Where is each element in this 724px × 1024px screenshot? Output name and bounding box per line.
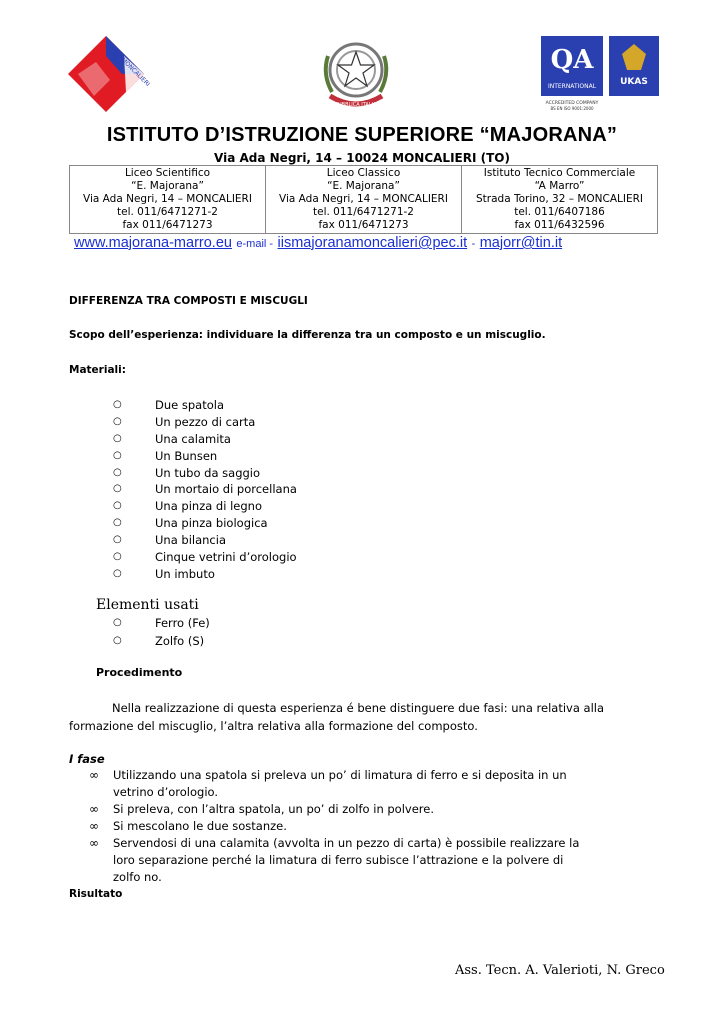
school-line: “E. Majorana” — [327, 180, 400, 192]
list-item: ∞ Servendosi di una calamita (avvolta in un pezzo di carta) è possibile realizzare la loro separazione perché la limatura di ferro subisce l’attrazione e la polvere di zolfo no. — [89, 836, 580, 884]
school-line: Liceo Classico — [326, 167, 401, 179]
email-tin-link[interactable]: majorr@tin.it — [479, 235, 563, 251]
circle-bullet-icon: ○ — [113, 534, 122, 546]
contact-links — [74, 234, 674, 252]
school-line: Via Ada Negri, 14 – MONCALIERI — [279, 193, 448, 205]
phase-steps-list — [0, 767, 724, 886]
logo-right-qa-text: QA — [550, 45, 594, 75]
result-label: Risultato — [69, 888, 123, 900]
table-row — [70, 166, 658, 234]
school-line: tel. 011/6471271-2 — [313, 206, 414, 218]
circle-bullet-icon: ○ — [113, 551, 122, 563]
circle-bullet-icon: ○ — [113, 415, 122, 427]
experiment-scope: Scopo dell’esperienza: individuare la differenza tra un composto e un miscuglio. — [69, 329, 546, 341]
italian-emblem-icon — [318, 34, 394, 112]
email-pec-link[interactable]: iismajoranamoncalieri@pec.it — [277, 235, 468, 251]
infinity-bullet-icon: ∞ — [89, 768, 99, 782]
school-line: Liceo Scientifico — [124, 167, 211, 179]
school-cell-tecnico — [462, 166, 658, 234]
school-line: “E. Majorana” — [131, 180, 204, 192]
circle-bullet-icon: ○ — [113, 432, 122, 444]
logo-right-ukas-text: UKAS — [620, 77, 648, 87]
signature: Ass. Tecn. A. Valerioti, N. Greco — [455, 963, 665, 978]
school-cell-scientifico — [70, 166, 266, 234]
circle-bullet-icon: ○ — [113, 500, 122, 512]
school-line: fax 011/6471273 — [318, 219, 409, 231]
website-link[interactable]: www.majorana-marro.eu — [74, 235, 232, 251]
infinity-bullet-icon: ∞ — [89, 802, 99, 816]
school-line: “A Marro” — [534, 180, 585, 192]
circle-bullet-icon: ○ — [113, 567, 122, 579]
email-label: e-mail - — [236, 238, 274, 250]
circle-bullet-icon: ○ — [113, 399, 122, 410]
materials-label: Materiali: — [69, 364, 126, 376]
school-line: Istituto Tecnico Commerciale — [483, 167, 636, 179]
list-item: ∞ Si mescolano le due sostanze. — [89, 819, 287, 833]
header-logos — [0, 30, 724, 115]
elements-title: Elementi usati — [96, 597, 199, 613]
circle-bullet-icon: ○ — [113, 483, 122, 495]
school-line: Via Ada Negri, 14 – MONCALIERI — [83, 193, 252, 205]
infinity-bullet-icon: ∞ — [89, 819, 99, 833]
school-line: tel. 011/6407186 — [514, 206, 605, 218]
phase-label: I fase — [69, 752, 105, 766]
procedure-label: Procedimento — [96, 666, 183, 679]
logo-right-international-text: INTERNATIONAL — [547, 83, 597, 90]
logo-left-text: MONCALIERI — [119, 56, 152, 88]
infinity-bullet-icon: ∞ — [89, 836, 99, 850]
procedure-paragraph: Nella realizzazione di questa esperienza é bene distinguere due fasi: una relativa alla formazione del miscuglio, l’altra relativa alla formazione del composto. — [69, 701, 605, 733]
logo-right-accredited-text: ACCREDITED COMPANY — [545, 101, 599, 106]
schools-table — [69, 165, 658, 234]
school-logo-icon — [66, 34, 152, 114]
circle-bullet-icon: ○ — [113, 517, 122, 529]
circle-bullet-icon: ○ — [113, 634, 122, 646]
email-separator: - — [471, 238, 476, 250]
experiment-heading: DIFFERENZA TRA COMPOSTI E MISCUGLI — [69, 295, 308, 307]
list-item: ∞ Utilizzando una spatola si preleva un po’ di limatura di ferro e si deposita in un vetrino d’orologio. — [89, 768, 567, 799]
school-line: fax 011/6471273 — [122, 219, 213, 231]
school-title: ISTITUTO D’ISTRUZIONE SUPERIORE “MAJORANA” — [106, 124, 618, 146]
school-line: tel. 011/6471271-2 — [117, 206, 218, 218]
school-cell-classico — [266, 166, 462, 234]
school-line: Strada Torino, 32 – MONCALIERI — [476, 193, 643, 205]
logo-center-text: REPUBBLICA ITALIANA — [328, 102, 384, 108]
school-line: fax 011/6432596 — [514, 219, 605, 231]
school-address: Via Ada Negri, 14 – 10024 MONCALIERI (TO) — [214, 151, 510, 165]
list-item: ∞ Si preleva, con l’altra spatola, un po’ di zolfo in polvere. — [89, 802, 435, 816]
circle-bullet-icon: ○ — [113, 466, 122, 478]
logo-right-iso-text: BS EN ISO 9001:2000 — [550, 106, 594, 111]
quality-certification-icon — [541, 36, 659, 112]
circle-bullet-icon: ○ — [113, 449, 122, 461]
circle-bullet-icon: ○ — [113, 617, 122, 628]
